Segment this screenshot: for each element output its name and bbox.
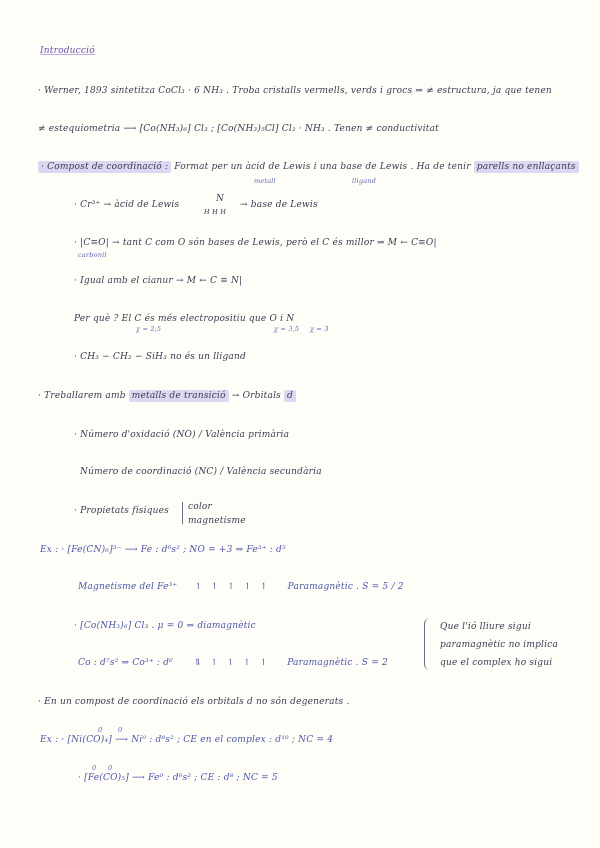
label-xn: χ = 3: [310, 325, 329, 333]
note-line-1: Que l'ió lliure sigui: [440, 622, 531, 632]
co-config: Co : d⁷s² ⇒ Co³⁺ : d⁶: [78, 658, 173, 668]
line-co-nh3: · [Co(NH₃)₆] Cl₃ . μ = 0 ⇒ diamagnètic: [74, 621, 256, 631]
line-propietats: · Propietats físiques: [74, 506, 169, 516]
line-perque: Per què ? El C és més electropositiu que O i N: [74, 314, 295, 324]
d-highlight: d: [284, 390, 296, 402]
line-base: → base de Lewis: [240, 200, 318, 210]
line-compost: [38, 162, 579, 172]
note-line-2: paramagnètic no implica: [440, 640, 558, 650]
paramagnetic-co: Paramagnètic . S = 2: [287, 658, 388, 668]
zero-ni: 0: [98, 726, 103, 734]
line-co: · |C≡O| → tant C com O són bases de Lewis, però el C és millor ⇒ M ← C≡O|: [74, 238, 437, 248]
magnetisme-label: Magnetisme del Fe³⁺: [78, 582, 178, 592]
propietats-brace: [182, 502, 185, 524]
title: Introducció: [40, 46, 95, 56]
label-magnetisme: magnetisme: [188, 516, 246, 526]
label-xo: χ = 3,5: [274, 325, 300, 333]
compost-text: Format per un àcid de Lewis i una base de Lewis .: [171, 162, 414, 172]
line-magnetisme-fe: [78, 582, 404, 592]
label-color: color: [188, 502, 213, 512]
line-ch3: · CH₃ − CH₂ − SiH₃ no és un lligand: [74, 352, 246, 362]
line-nc: Número de coordinació (NC) / València secundària: [80, 467, 322, 477]
note-line-3: que el complex ho sigui: [440, 658, 553, 668]
line-werner: · Werner, 1893 sintetitza CoCl₃ · 6 NH₃ . Troba cristalls vermells, verds i grocs ⇒ ≠ estructura, ja que tenen: [38, 86, 552, 96]
label-metall: metall: [254, 177, 276, 185]
compost-highlight: · Compost de coordinació :: [38, 161, 171, 173]
label-xc: χ = 2,5: [136, 325, 162, 333]
line-estequiometria: ≠ estequiometria ⟶ [Co(NH₃)₆] Cl₃ ; [Co(NH₃)₅Cl] Cl₂ · NH₃ . Tenen ≠ conductivitat: [38, 124, 439, 134]
line-degenerats: · En un compost de coordinació els orbitals d no són degenerats .: [38, 697, 350, 707]
zero-co-2: 0: [108, 764, 113, 772]
label-lligand: lligand: [352, 177, 377, 185]
line-ex-fe: Ex : · [Fe(CN)₆]³⁻ ⟶ Fe : d⁶s² ; NO = +3 ⇒ Fe³⁺ : d⁵: [40, 545, 286, 555]
line-cr: · Cr³⁺ → àcid de Lewis: [74, 200, 180, 210]
note-brace: [424, 618, 433, 670]
zero-co: 0: [118, 726, 123, 734]
ammonia-h: H H H: [204, 208, 227, 216]
orbital-arrows-fe: ↿ ↿ ↿ ↿ ↿: [194, 582, 271, 592]
line-co-d7: [78, 658, 388, 668]
orbital-arrows-co: ⥮ ↿ ↿ ↿ ↿: [193, 658, 271, 668]
orbitals-text: → Orbitals: [228, 391, 285, 401]
compost-text-2: Ha de tenir: [413, 162, 474, 172]
ammonia-n: N: [216, 194, 225, 204]
treballarem-text: · Treballarem amb: [38, 391, 129, 401]
zero-fe: 0: [92, 764, 97, 772]
line-ex-fe-co: · [Fe(CO)₅] ⟶ Fe⁰ : d⁶s² ; CE : d⁸ ; NC = 5: [78, 773, 278, 783]
line-ex-ni: Ex : · [Ni(CO)₄] ⟶ Ni⁰ : d⁸s² ; CE en el complex : d¹⁰ ; NC = 4: [40, 735, 334, 745]
metalls-highlight: metalls de transició: [129, 390, 229, 402]
label-carbonil: carbonil: [78, 251, 107, 259]
line-treballarem: [38, 391, 296, 401]
parells-highlight: parells no enllaçants: [474, 161, 579, 173]
paramagnetic-fe: Paramagnètic . S = 5 / 2: [287, 582, 404, 592]
line-no: · Número d'oxidació (NO) / València primària: [74, 430, 290, 440]
line-cianur: · Igual amb el cianur → M ← C ≡ N|: [74, 276, 243, 286]
